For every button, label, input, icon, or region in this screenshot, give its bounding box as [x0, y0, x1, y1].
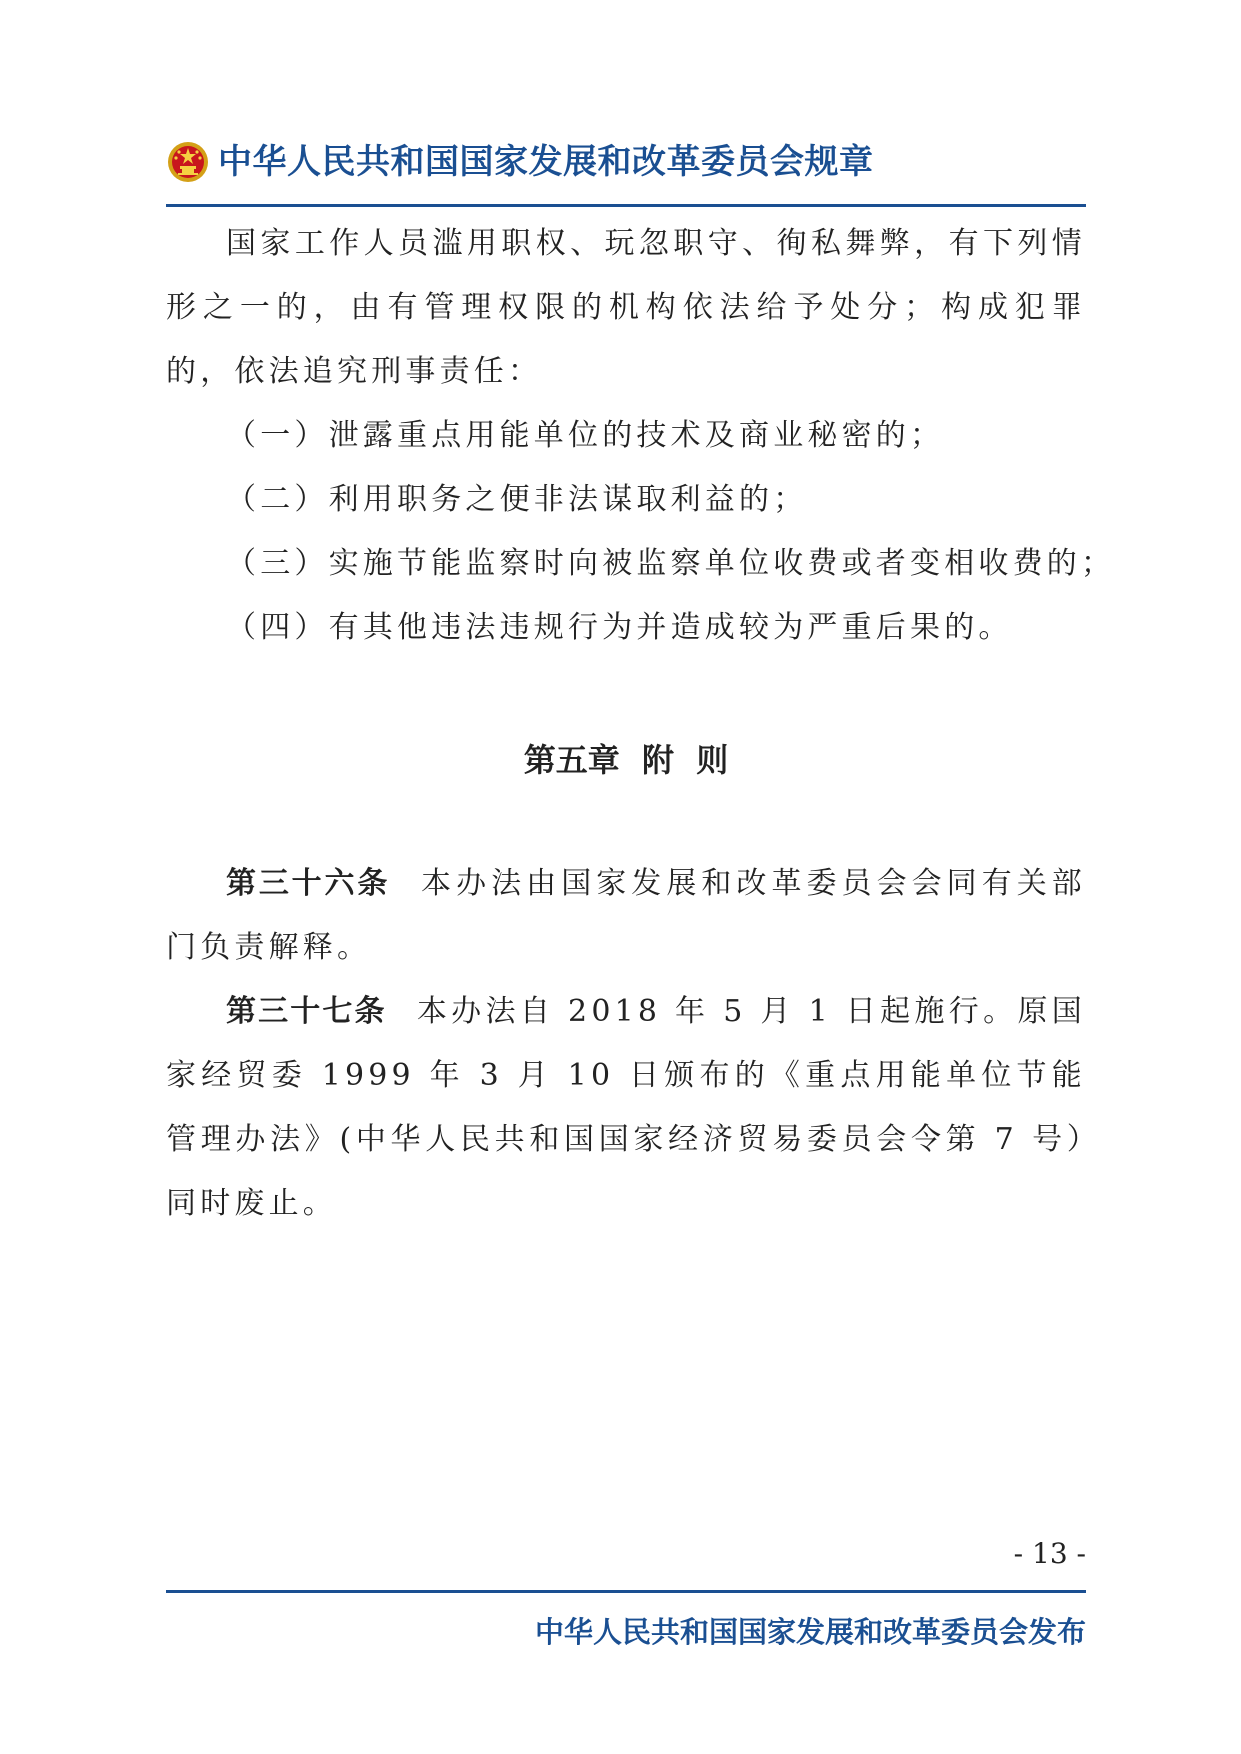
- list-item: （二）利用职务之便非法谋取利益的；: [226, 482, 808, 517]
- page-header: [166, 136, 1086, 186]
- list-item: （四）有其他违法违规行为并造成较为严重后果的。: [226, 610, 1013, 645]
- article-37: [166, 980, 1086, 1236]
- article-36: [166, 852, 1086, 980]
- article-36-label: 第三十六条: [226, 866, 391, 901]
- header-title: 中华人民共和国国家发展和改革委员会规章: [218, 142, 874, 182]
- chapter-title: 第五章 附 则: [523, 741, 729, 779]
- intro-paragraph: 国家工作人员滥用职权、玩忽职守、徇私舞弊，有下列情形之一的，由有管理权限的机构依法给予处分；构成犯罪的，依法追究刑事责任：: [166, 226, 1086, 389]
- page-number: - 13 -: [1013, 1537, 1086, 1570]
- offense-list: [166, 404, 1116, 660]
- national-emblem-icon: [166, 140, 210, 184]
- list-item: （三）实施节能监察时向被监察单位收费或者变相收费的；: [226, 546, 1116, 581]
- list-item: （一）泄露重点用能单位的技术及商业秘密的；: [226, 418, 945, 453]
- article-37-text: 本办法自 2018 年 5 月 1 日起施行。原国家经贸委 1999 年 3 月 10 日颁布的《重点用能单位节能管理办法》(中华人民共和国国家经济贸易委员会令第 7 号）同时废止。: [166, 994, 1086, 1221]
- intro-section: [166, 212, 1086, 404]
- header-divider: [166, 204, 1086, 207]
- article-36-text: 本办法由国家发展和改革委员会会同有关部门负责解释。: [166, 866, 1086, 965]
- article-37-label: 第三十七条: [226, 994, 387, 1029]
- footer-publisher: 中华人民共和国国家发展和改革委员会发布: [534, 1615, 1086, 1649]
- footer-divider: [166, 1590, 1086, 1593]
